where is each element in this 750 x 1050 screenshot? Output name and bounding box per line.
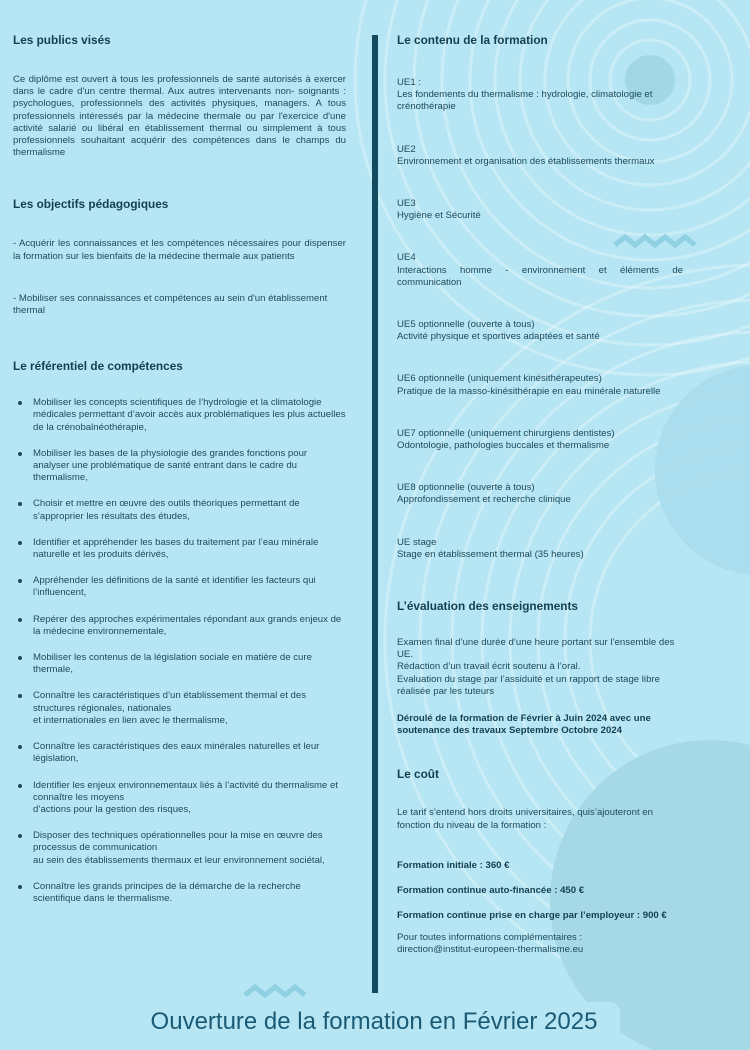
price-continue-employeur: Formation continue prise en charge par l’employeur : 900 € xyxy=(397,910,667,922)
column-divider xyxy=(372,35,378,993)
competence-item: Mobiliser les bases de la physiologie des grandes fonctions pour analyser une problématique de santé entrant dans le cadre du thermalisme, xyxy=(33,448,346,485)
cout-intro: Le tarif s’entend hors droits universitaires, quis’ajouteront en fonction du niveau de la formation : xyxy=(397,807,653,831)
ue-item xyxy=(397,252,683,289)
publics-title: Les publics visés xyxy=(13,33,111,47)
competence-item: Connaître les caractéristiques des eaux minérales naturelles et leur législation, xyxy=(33,741,346,765)
ue-description: Environnement et organisation des établissements thermaux xyxy=(397,155,655,167)
ue-item xyxy=(397,373,683,397)
competence-item: Mobiliser les contenus de la législation sociale en matière de cure thermale, xyxy=(33,652,346,676)
competence-item: Repérer des approches expérimentales répondant aux grands enjeux de la médecine environnementale, xyxy=(33,614,346,638)
objectifs-title: Les objectifs pédagogiques xyxy=(13,197,169,212)
ue-item xyxy=(397,198,683,222)
referentiel-title: Le référentiel de compétences xyxy=(13,359,183,374)
ue-list xyxy=(397,77,683,561)
ue-code: UE4 xyxy=(397,252,416,264)
ue-description: Pratique de la masso-kinésithérapie en eau minérale naturelle xyxy=(397,385,661,397)
evaluation-text: Examen final d’une durée d’une heure portant sur l’ensemble des UE. Rédaction d’un travail écrit soutenu à l’oral. Evaluation du stage par l’assiduité et un rapport de stage libre réalisée par les tuteurs xyxy=(397,637,675,697)
ue-item xyxy=(397,144,683,168)
objectifs-item-2: - Mobiliser ses connaissances et compétences au sein d'un établissement thermal xyxy=(13,292,328,317)
competence-item: Connaître les grands principes de la démarche de la recherche scientifique dans le thermalisme. xyxy=(33,881,346,905)
ue-item xyxy=(397,537,683,561)
competence-item: Connaître les caractéristiques d’un établissement thermal et des structures régionales, nationales et internationales en lien avec le thermalisme, xyxy=(33,690,346,727)
competence-item: Appréhender les définitions de la santé et identifier les facteurs qui l’influencent, xyxy=(33,575,346,599)
price-continue-auto: Formation continue auto-financée : 450 € xyxy=(397,885,585,897)
ue-description: Hygiène et Sécurité xyxy=(397,210,481,222)
ue-code: UE7 optionnelle (uniquement chirurgiens dentistes) xyxy=(397,427,615,439)
cout-title: Le coût xyxy=(397,767,439,782)
evaluation-dates: Déroulé de la formation de Février à Juin 2024 avec une soutenance des travaux Septembre Octobre 2024 xyxy=(397,713,651,737)
ue-description: Stage en établissement thermal (35 heures) xyxy=(397,548,584,560)
competence-item: Identifier et appréhender les bases du traitement par l’eau minérale naturelle et les produits dérivés, xyxy=(33,537,346,561)
ue-description: Interactions homme - environnement et éléments de communication xyxy=(397,264,683,288)
ue-code: UE3 xyxy=(397,198,416,210)
price-initiale: Formation initiale : 360 € xyxy=(397,859,510,871)
competence-item: Identifier les enjeux environnementaux liés à l’activité du thermalisme et connaître les moyens d’actions pour la gestion des risques, xyxy=(33,780,346,817)
ue-description: Activité physique et sportives adaptées et santé xyxy=(397,331,600,343)
ue-code: UE2 xyxy=(397,143,416,155)
objectifs-item-1: - Acquérir les connaissances et les compétences nécessaires pour dispenser la formation sur les bienfaits de la médecine thermale aux patients xyxy=(13,238,346,262)
publics-text: Ce diplôme est ouvert à tous les professionnels de santé autorisés à exercer dans le cadre d'un centre thermal. Aux autres intervenants non- soignants : psychologues, professionnels des activités physiques, managers. A tous professionnels intéressés par la médecine thermale ou par l'exercice d'une activité salarié ou libéral en établissement thermal ou simplement à tous professionnels souhaitant acquérir des compétences dans le champs du thermalisme xyxy=(13,74,346,159)
competence-item: Disposer des techniques opérationnelles pour la mise en œuvre des processus de communication au sein des établissements thermaux et leur environnement sociétal, xyxy=(33,830,346,867)
ue-code: UE5 optionnelle (ouverte à tous) xyxy=(397,319,535,331)
ue-item xyxy=(397,77,683,114)
ue-code: UE stage xyxy=(397,536,437,548)
ue-item xyxy=(397,428,683,452)
ue-item xyxy=(397,482,683,506)
left-column xyxy=(13,33,346,905)
competence-item: Choisir et mettre en œuvre des outils théoriques permettant de s’approprier les résultats des études, xyxy=(33,498,346,522)
ue-description: Approfondissement et recherche clinique xyxy=(397,494,571,506)
right-column xyxy=(397,33,683,956)
contact-info: Pour toutes informations complémentaires : direction@institut-europeen-thermalisme.eu xyxy=(397,931,584,955)
ue-description: Les fondements du thermalisme : hydrologie, climatologie et crénothérapie xyxy=(397,89,653,113)
ue-code: UE6 optionnelle (uniquement kinésithérapeutes) xyxy=(397,373,602,385)
ue-code: UE8 optionnelle (ouverte à tous) xyxy=(397,482,535,494)
ue-code: UE1 : xyxy=(397,77,421,88)
evaluation-title: L’évaluation des enseignements xyxy=(397,599,578,614)
ue-item xyxy=(397,319,683,343)
ue-description: Odontologie, pathologies buccales et thermalisme xyxy=(397,440,610,452)
competence-list xyxy=(13,397,346,905)
contenu-title: Le contenu de la formation xyxy=(397,33,548,47)
footer-title: Ouverture de la formation en Février 2025 xyxy=(150,1008,598,1035)
competence-item: Mobiliser les concepts scientifiques de l’hydrologie et la climatologie médicales permettant d’avoir accès aux problématiques les plus actuelles de la crénobalnéothérapie, xyxy=(33,397,346,433)
